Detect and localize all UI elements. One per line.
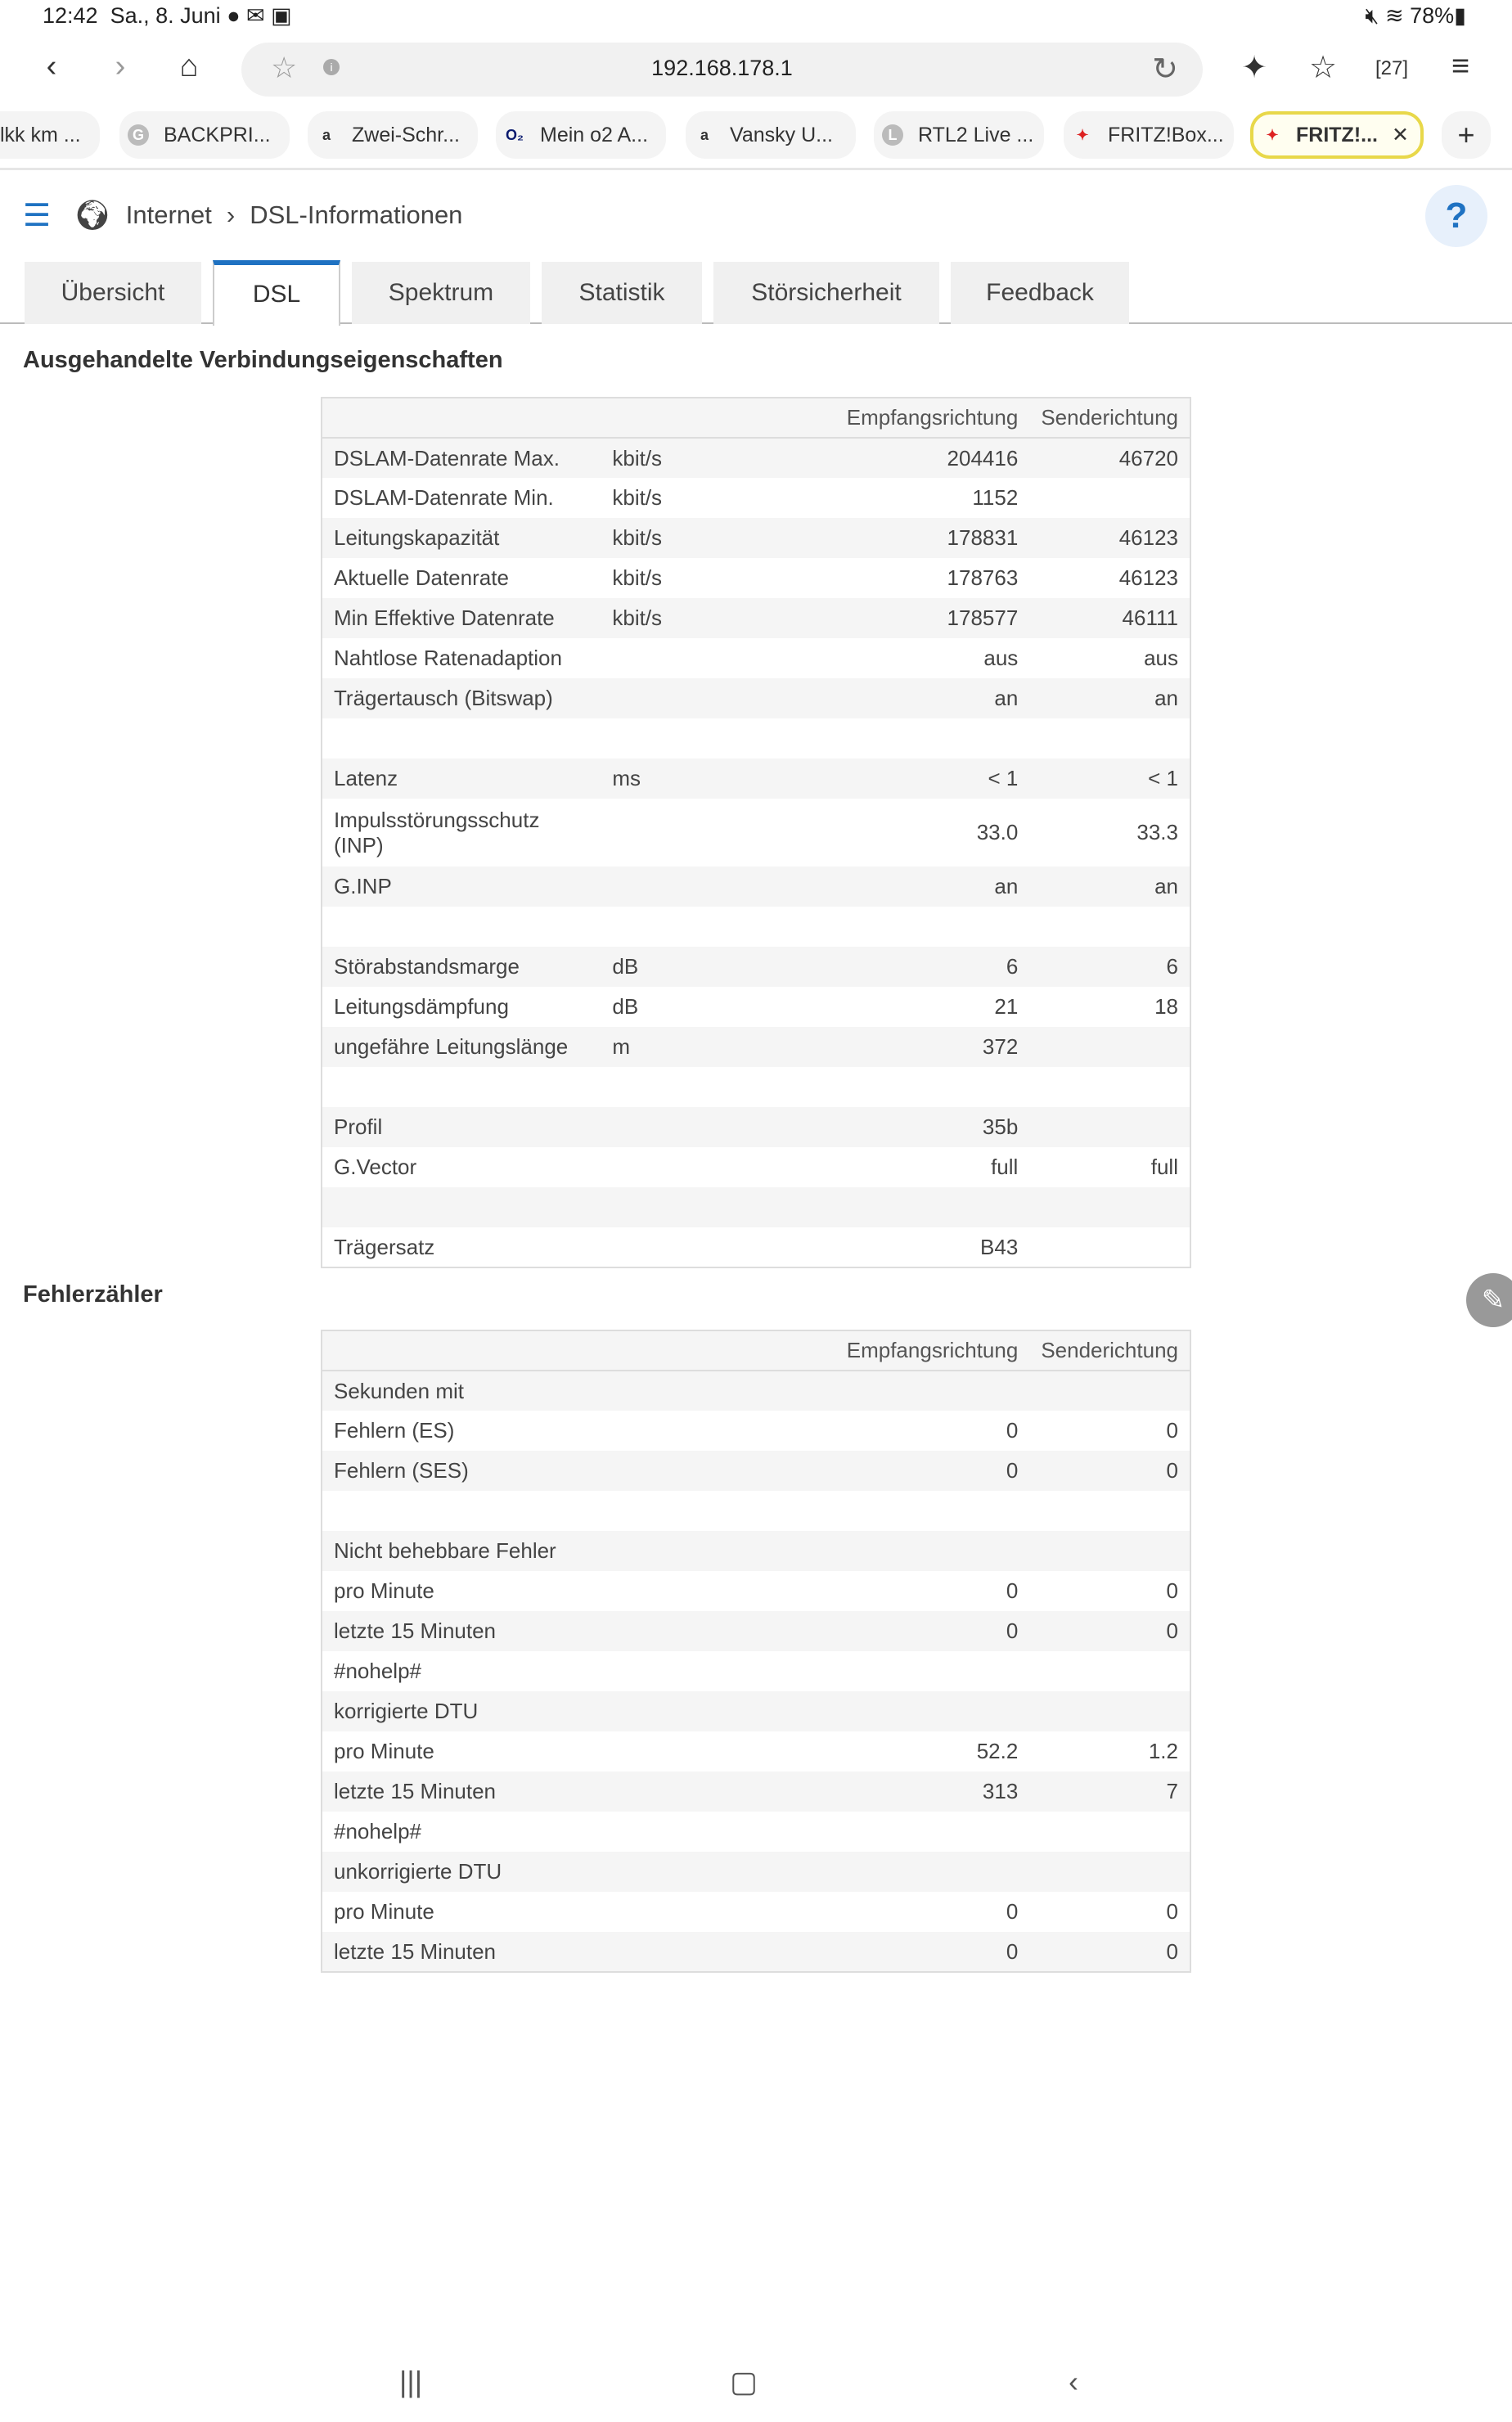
unit: [601, 1227, 763, 1267]
upstream-value: [1029, 1852, 1190, 1892]
upstream-value: [1029, 1531, 1190, 1571]
table-row: [322, 558, 1190, 598]
unit: [601, 799, 763, 867]
upstream-value: 7: [1029, 1771, 1190, 1812]
unit: [601, 1852, 763, 1892]
header-row: [322, 398, 1190, 438]
favicon: ✦: [1076, 127, 1089, 143]
row-label: Fehlern (ES): [334, 1418, 455, 1443]
favicon: ✦: [1266, 127, 1279, 143]
column-header: Empfangsrichtung: [763, 398, 1029, 438]
downstream-value: 204416: [763, 438, 1029, 478]
row-label: [322, 1491, 601, 1531]
browser-tab[interactable]: a Zwei-Schr...: [308, 111, 478, 159]
unit: [601, 1491, 763, 1531]
upstream-value: [1029, 1227, 1190, 1267]
bookmarks-icon[interactable]: ☆: [1308, 51, 1338, 85]
upstream-value: aus: [1144, 646, 1178, 670]
downstream-value: [763, 1491, 1029, 1531]
table-row: [322, 947, 1190, 987]
table-row: [322, 1067, 1190, 1107]
error-counter-table: [321, 1330, 1191, 1973]
globe-icon: 🌍︎: [74, 198, 111, 232]
table-row: [322, 1932, 1190, 1972]
back-icon[interactable]: ‹: [46, 49, 57, 83]
upstream-value: 0: [1166, 1418, 1178, 1443]
browser-toolbar: [0, 41, 1512, 98]
table-row: [322, 1451, 1190, 1491]
table-row: [322, 1227, 1190, 1267]
table-row: [322, 987, 1190, 1027]
downstream-value: < 1: [763, 759, 1029, 799]
downstream-value: [763, 907, 1029, 947]
tab-count-icon[interactable]: [27]: [1375, 57, 1409, 79]
browser-tab-active[interactable]: ✦ FRITZ!... ✕: [1250, 111, 1424, 159]
battery-level: 78%: [1410, 3, 1455, 28]
downstream-value: 178577: [763, 598, 1029, 638]
upstream-value: 46123: [1118, 565, 1178, 590]
downstream-value: aus: [983, 646, 1019, 670]
unit: [601, 1932, 763, 1972]
row-label: Nicht behebbare Fehler: [322, 1531, 601, 1571]
breadcrumb: [23, 196, 462, 234]
row-label: Nahtlose Ratenadaption: [334, 646, 562, 670]
column-header: [601, 398, 763, 438]
table-row: [322, 1187, 1190, 1227]
row-label: pro Minute: [334, 1578, 434, 1603]
browser-tab[interactable]: ✦ FRITZ!Box...: [1064, 111, 1234, 159]
favicon: a: [322, 127, 331, 143]
tab-uebersicht[interactable]: Übersicht: [25, 262, 201, 324]
downstream-value: [763, 1531, 1029, 1571]
unit: ms: [601, 759, 763, 799]
upstream-value: [1029, 1812, 1190, 1852]
unit: [601, 678, 763, 718]
unit: dB: [601, 947, 763, 987]
system-nav-bar: [0, 2365, 1512, 2414]
upstream-value: 33.3: [1136, 820, 1178, 844]
unit: [601, 1771, 763, 1812]
upstream-value: [1029, 1067, 1190, 1107]
edit-pencil-icon[interactable]: ✎: [1466, 1273, 1512, 1327]
table-row: [322, 1771, 1190, 1812]
row-label: [322, 1067, 601, 1107]
unit: [601, 1651, 763, 1691]
downstream-value: an: [763, 678, 1029, 718]
unit: [601, 867, 763, 907]
tab-spektrum[interactable]: Spektrum: [352, 262, 530, 324]
downstream-value: 0: [763, 1611, 1029, 1651]
upstream-value: [1029, 907, 1190, 947]
row-label: Latenz: [322, 759, 601, 799]
battery-icon: ▮: [1454, 3, 1466, 28]
bookmark-star-icon[interactable]: ☆: [271, 51, 298, 84]
tab-feedback[interactable]: Feedback: [951, 262, 1129, 324]
ai-sparkle-icon[interactable]: ✦: [1241, 51, 1267, 85]
column-header: Empfangsrichtung: [763, 1330, 1029, 1371]
wifi-icon: ≋: [1384, 3, 1404, 28]
downstream-value: [763, 1371, 1029, 1411]
row-label: #nohelp#: [334, 1659, 421, 1683]
row-label: [322, 907, 601, 947]
site-info-icon[interactable]: i: [323, 59, 340, 75]
downstream-value: an: [763, 867, 1029, 907]
connection-properties-table: [321, 397, 1191, 1268]
row-label: Fehlern (SES): [322, 1451, 601, 1491]
downstream-value: 33.0: [976, 820, 1019, 844]
table-row: [322, 598, 1190, 638]
upstream-value: [1029, 1107, 1190, 1147]
downstream-value: 372: [763, 1027, 1029, 1067]
table-row: [322, 1812, 1190, 1852]
row-label: Sekunden mit: [322, 1371, 601, 1411]
unit: [601, 1147, 763, 1187]
upstream-value: [1029, 1491, 1190, 1531]
forward-icon[interactable]: ›: [115, 49, 126, 83]
column-header: [322, 1330, 601, 1371]
downstream-value: [763, 1187, 1029, 1227]
row-label: ungefähre Leitungslänge: [322, 1027, 601, 1067]
table-row: [322, 478, 1190, 518]
table-row: [322, 907, 1190, 947]
downstream-value: 0: [1006, 1578, 1019, 1603]
upstream-value: < 1: [1029, 759, 1190, 799]
upstream-value: 6: [1029, 947, 1190, 987]
table-row: [322, 718, 1190, 759]
home-icon[interactable]: ⌂: [179, 49, 199, 83]
downstream-value: 0: [1006, 1899, 1019, 1924]
page-tabs: [0, 260, 1512, 324]
hamburger-menu-icon[interactable]: ☰: [23, 198, 52, 233]
upstream-value: 46123: [1029, 518, 1190, 558]
clock: 12:42: [43, 3, 98, 28]
table-row: [322, 759, 1190, 799]
row-label: Störabstandsmarge: [322, 947, 601, 987]
unit: [601, 638, 763, 678]
downstream-value: [763, 718, 1029, 759]
upstream-value: 0: [1029, 1932, 1190, 1972]
table-row: [322, 1027, 1190, 1067]
row-label: pro Minute: [334, 1899, 434, 1924]
row-label: Trägersatz: [334, 1234, 435, 1259]
unit: [601, 718, 763, 759]
row-label: letzte 15 Minuten: [322, 1932, 601, 1972]
upstream-value: an: [1029, 678, 1190, 718]
table-row: [322, 638, 1190, 678]
row-label: Impulsstörungsschutz (INP): [334, 807, 540, 858]
favicon: O₂: [506, 127, 524, 143]
downstream-value: 21: [994, 994, 1019, 1019]
row-label: Profil: [322, 1107, 601, 1147]
address-bar[interactable]: [241, 43, 1203, 97]
row-label: letzte 15 Minuten: [322, 1771, 601, 1812]
downstream-value: 35b: [763, 1107, 1029, 1147]
row-label: pro Minute: [334, 1739, 434, 1763]
downstream-value: 0: [763, 1451, 1029, 1491]
table-row: [322, 1691, 1190, 1731]
upstream-value: 0: [1166, 1899, 1178, 1924]
browser-tab[interactable]: G BACKPRI...: [119, 111, 290, 159]
unit: [601, 1531, 763, 1571]
downstream-value: 178831: [763, 518, 1029, 558]
downstream-value: 0: [1006, 1418, 1019, 1443]
tab-stoersicherheit[interactable]: Störsicherheit: [713, 262, 939, 324]
downstream-value: 6: [763, 947, 1029, 987]
upstream-value: [1029, 478, 1190, 518]
upstream-value: 0: [1166, 1578, 1178, 1603]
browser-tab[interactable]: a Vansky U...: [686, 111, 856, 159]
tab-statistik[interactable]: Statistik: [542, 262, 702, 324]
downstream-value: 313: [763, 1771, 1029, 1812]
row-label: DSLAM-Datenrate Max.: [322, 438, 601, 478]
downstream-value: [763, 1852, 1029, 1892]
downstream-value: B43: [980, 1234, 1019, 1259]
new-tab-button[interactable]: +: [1442, 111, 1491, 159]
help-button[interactable]: ?: [1425, 185, 1487, 247]
table-row: [322, 1731, 1190, 1771]
header-row: [322, 1330, 1190, 1371]
unit: [601, 1731, 763, 1771]
unit: dB: [612, 994, 639, 1019]
downstream-value: full: [991, 1155, 1019, 1179]
breadcrumb-internet[interactable]: Internet: [125, 200, 212, 229]
downstream-value: 52.2: [976, 1739, 1019, 1763]
date: Sa., 8. Juni: [110, 3, 221, 28]
table-row: [322, 1411, 1190, 1451]
upstream-value: 0: [1029, 1451, 1190, 1491]
unit: [601, 1812, 763, 1852]
browser-tab[interactable]: L RTL2 Live ...: [874, 111, 1044, 159]
unit: [601, 1107, 763, 1147]
row-label: #nohelp#: [334, 1819, 421, 1844]
favicon: L: [882, 124, 903, 146]
notification-icons: ● ✉ ▣: [227, 3, 292, 28]
downstream-value: 0: [763, 1932, 1029, 1972]
upstream-value: [1029, 718, 1190, 759]
downstream-value: [763, 1651, 1029, 1691]
table-row: [322, 1491, 1190, 1531]
column-header: [322, 398, 601, 438]
unit: [601, 1892, 763, 1932]
upstream-value: [1029, 1691, 1190, 1731]
tab-dsl[interactable]: DSL: [213, 260, 340, 326]
row-label: Aktuelle Datenrate: [334, 565, 509, 590]
unit: kbit/s: [601, 438, 763, 478]
unit: kbit/s: [612, 485, 663, 510]
row-label: DSLAM-Datenrate Min.: [334, 485, 554, 510]
table-row: [322, 1892, 1190, 1932]
table-row: [322, 1531, 1190, 1571]
upstream-value: 0: [1029, 1611, 1190, 1651]
unit: [601, 1371, 763, 1411]
unit: [601, 1451, 763, 1491]
menu-icon[interactable]: ≡: [1451, 49, 1470, 83]
unit: kbit/s: [601, 598, 763, 638]
row-label: Min Effektive Datenrate: [322, 598, 601, 638]
row-label: [322, 718, 601, 759]
home-nav-icon[interactable]: ▢: [730, 2365, 758, 2398]
section-title: Fehlerzähler: [23, 1281, 163, 1308]
upstream-value: 46720: [1029, 438, 1190, 478]
upstream-value: full: [1150, 1155, 1178, 1179]
column-header: Senderichtung: [1029, 1330, 1190, 1371]
browser-tab[interactable]: lkk km ...: [0, 111, 100, 159]
table-row: [322, 799, 1190, 867]
row-label: G.Vector: [334, 1155, 417, 1179]
unit: [601, 1571, 763, 1611]
reload-icon[interactable]: ↻: [1152, 52, 1178, 87]
row-label: G.INP: [322, 867, 601, 907]
upstream-value: an: [1029, 867, 1190, 907]
column-header: [601, 1330, 763, 1371]
downstream-value: 1152: [972, 485, 1019, 510]
upstream-value: [1029, 1651, 1190, 1691]
divider: [0, 168, 1512, 170]
table-row: [322, 1571, 1190, 1611]
table-row: [322, 518, 1190, 558]
downstream-value: [763, 1067, 1029, 1107]
unit: [601, 907, 763, 947]
table-row: [322, 438, 1190, 478]
unit: [601, 1411, 763, 1451]
upstream-value: [1029, 1027, 1190, 1067]
favicon: G: [128, 124, 149, 146]
row-label: Leitungsdämpfung: [334, 994, 509, 1019]
back-nav-icon[interactable]: ‹: [1069, 2365, 1078, 2398]
column-header: Senderichtung: [1029, 398, 1190, 438]
row-label: [322, 1187, 601, 1227]
table-row: [322, 1611, 1190, 1651]
row-label: Trägertausch (Bitswap): [322, 678, 601, 718]
unit: kbit/s: [601, 518, 763, 558]
unit: m: [601, 1027, 763, 1067]
unit: [601, 1611, 763, 1651]
table-row: [322, 1371, 1190, 1411]
chevron-right-icon: ›: [226, 200, 236, 229]
section-title: Ausgehandelte Verbindungseigenschaften: [23, 347, 503, 373]
downstream-value: [763, 1812, 1029, 1852]
downstream-value: 178763: [947, 565, 1019, 590]
unit: [601, 1067, 763, 1107]
url-text[interactable]: 192.168.178.1: [651, 56, 793, 80]
status-bar: [0, 0, 1512, 36]
table-row: [322, 1147, 1190, 1187]
upstream-value: 18: [1154, 994, 1178, 1019]
row-label: Leitungskapazität: [322, 518, 601, 558]
row-label: unkorrigierte DTU: [322, 1852, 601, 1892]
unit: [601, 1691, 763, 1731]
recent-apps-icon[interactable]: |||: [399, 2365, 423, 2398]
unit: kbit/s: [612, 565, 663, 590]
favicon: a: [700, 127, 709, 143]
row-label: korrigierte DTU: [322, 1691, 601, 1731]
mute-icon: 🔇︎: [1365, 3, 1379, 28]
upstream-value: [1029, 1371, 1190, 1411]
table-row: [322, 1107, 1190, 1147]
upstream-value: [1029, 1187, 1190, 1227]
table-row: [322, 1852, 1190, 1892]
unit: [601, 1187, 763, 1227]
row-label: letzte 15 Minuten: [322, 1611, 601, 1651]
browser-tabs: [0, 111, 1512, 162]
downstream-value: [763, 1691, 1029, 1731]
upstream-value: 46111: [1029, 598, 1190, 638]
close-tab-icon[interactable]: ✕: [1392, 124, 1409, 146]
table-row: [322, 678, 1190, 718]
table-row: [322, 867, 1190, 907]
breadcrumb-current: DSL-Informationen: [250, 200, 463, 229]
upstream-value: 1.2: [1148, 1739, 1178, 1763]
browser-tab[interactable]: O₂ Mein o2 A...: [496, 111, 666, 159]
table-row: [322, 1651, 1190, 1691]
